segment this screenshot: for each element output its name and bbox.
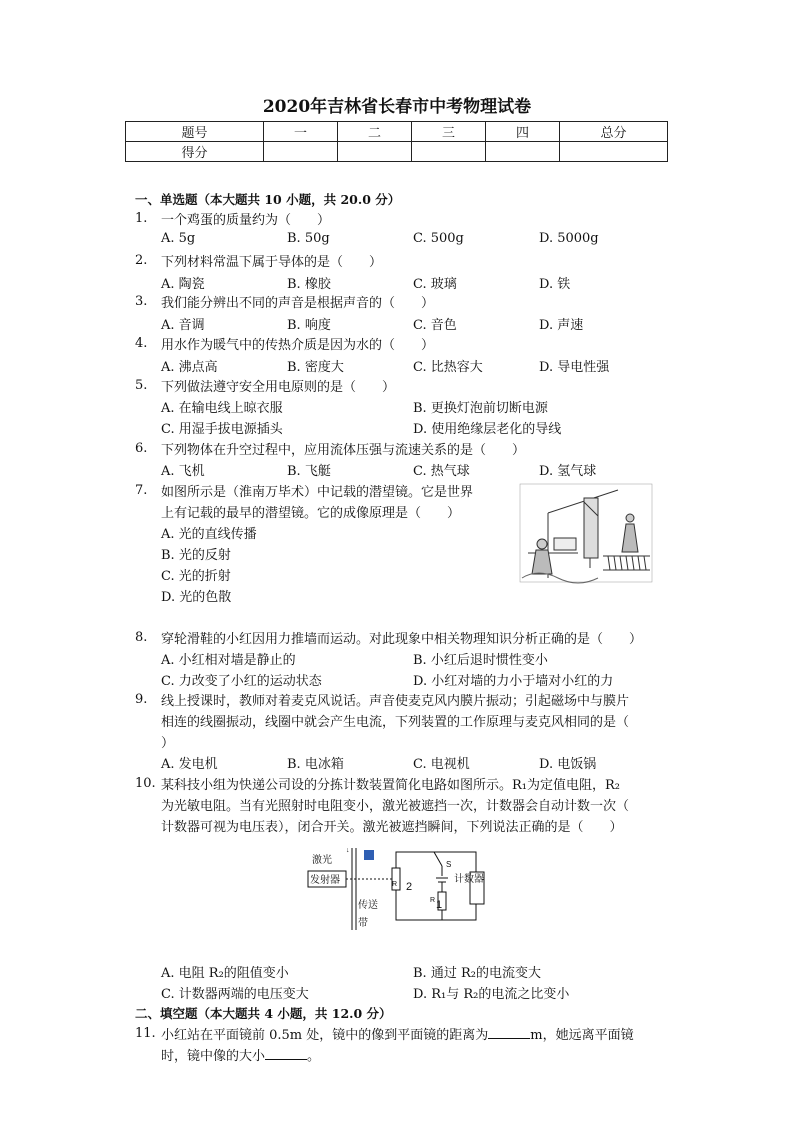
option-c[interactable]: C. 比热容大 — [413, 360, 483, 375]
score-header-cell: 题号 — [126, 122, 264, 142]
section-heading-single-choice: 一、单选题（本大题共 10 小题，共 20.0 分） — [135, 192, 401, 207]
switch-label: S — [446, 860, 452, 869]
r1-label: R — [430, 897, 436, 904]
option-d[interactable]: D. 铁 — [539, 277, 571, 292]
option-b[interactable]: B. 通过 R₂的电流变大 — [413, 966, 541, 981]
page-title: 2020年吉林省长春市中考物理试卷 — [262, 97, 532, 117]
option-d[interactable]: D. 导电性强 — [539, 360, 610, 375]
belt-label-2: 带 — [358, 918, 368, 929]
option-d[interactable]: D. 电饭锅 — [539, 757, 597, 772]
question-number: 9. — [135, 692, 148, 707]
option-a[interactable]: A. 光的直线传播 — [161, 527, 257, 542]
emitter-label: 发射器 — [310, 875, 340, 886]
question-text: 一个鸡蛋的质量约为（ ） — [161, 213, 331, 228]
option-c[interactable]: C. 电视机 — [413, 757, 470, 772]
question-text-part: m，她远离平面镜 — [530, 1028, 634, 1043]
option-b[interactable]: B. 50g — [287, 231, 330, 246]
score-cell[interactable] — [412, 142, 486, 162]
option-c[interactable]: C. 500g — [413, 231, 464, 246]
score-header-cell: 二 — [338, 122, 412, 142]
question-text — [161, 1045, 320, 1064]
option-c[interactable]: C. 光的折射 — [161, 569, 231, 584]
question-number: 7. — [135, 483, 148, 498]
option-b[interactable]: B. 小红后退时惯性变小 — [413, 653, 548, 668]
question-number: 5. — [135, 378, 148, 393]
package-block — [364, 850, 374, 860]
question-number: 8. — [135, 630, 148, 645]
periscope-illustration — [518, 478, 654, 586]
option-c[interactable]: C. 力改变了小红的运动状态 — [161, 674, 322, 689]
option-c[interactable]: C. 热气球 — [413, 464, 470, 479]
question-text-part: 。 — [307, 1049, 321, 1064]
score-table-score-row — [126, 142, 668, 162]
counter-circuit-diagram — [306, 842, 502, 934]
laser-label: 激光 — [312, 855, 332, 866]
option-a[interactable]: A. 5g — [161, 231, 196, 246]
option-b[interactable]: B. 密度大 — [287, 360, 344, 375]
question-text: 下列材料常温下属于导体的是（ ） — [161, 255, 383, 270]
option-d[interactable]: D. 氢气球 — [539, 464, 597, 479]
question-number: 3. — [135, 294, 148, 309]
option-a[interactable]: A. 音调 — [161, 318, 205, 333]
question-text: ） — [161, 736, 175, 751]
score-table — [125, 121, 668, 162]
option-d[interactable]: D. 小红对墙的力小于墙对小红的力 — [413, 674, 614, 689]
score-cell[interactable] — [560, 142, 668, 162]
r1-subscript: 1 — [436, 899, 443, 911]
option-b[interactable]: B. 光的反射 — [161, 548, 231, 563]
score-table-header-row — [126, 122, 668, 142]
option-d[interactable]: D. 光的色散 — [161, 590, 232, 605]
option-c[interactable]: C. 玻璃 — [413, 277, 457, 292]
option-d[interactable]: D. 声速 — [539, 318, 584, 333]
arrow-icon: ↓ — [346, 847, 350, 854]
option-a[interactable]: A. 发电机 — [161, 757, 218, 772]
question-text — [161, 1024, 634, 1043]
option-c[interactable]: C. 用湿手拔电源插头 — [161, 422, 283, 437]
answer-blank[interactable] — [488, 1026, 530, 1039]
question-text-part: 小红站在平面镜前 0.5m 处，镜中的像到平面镜的距离为 — [161, 1028, 489, 1043]
question-text: 我们能分辨出不同的声音是根据声音的（ ） — [161, 296, 435, 311]
belt-label-1: 传送 — [358, 900, 378, 911]
option-a[interactable]: A. 陶瓷 — [161, 277, 205, 292]
question-text: 上有记载的最早的潜望镜。它的成像原理是（ ） — [161, 506, 461, 521]
option-c[interactable]: C. 音色 — [413, 318, 457, 333]
score-header-cell: 一 — [264, 122, 338, 142]
option-a[interactable]: A. 飞机 — [161, 464, 205, 479]
section-heading-fill-blank: 二、填空题（本大题共 4 小题，共 12.0 分） — [135, 1006, 392, 1021]
answer-blank[interactable] — [265, 1047, 307, 1060]
question-text-part: 时，镜中像的大小 — [161, 1049, 266, 1064]
option-d[interactable]: D. 使用绝缘层老化的导线 — [413, 422, 562, 437]
score-header-cell: 三 — [412, 122, 486, 142]
option-a[interactable]: A. 电阻 R₂的阻值变小 — [161, 966, 289, 981]
option-a[interactable]: A. 沸点高 — [161, 360, 218, 375]
question-text: 某科技小组为快递公司设的分拣计数装置简化电路如图所示。R₁为定值电阻，R₂ — [161, 778, 620, 793]
question-number: 6. — [135, 441, 148, 456]
score-cell[interactable] — [338, 142, 412, 162]
question-text: 用水作为暖气中的传热介质是因为水的（ ） — [161, 338, 435, 353]
question-number: 10. — [135, 776, 156, 791]
question-text: 下列物体在升空过程中，应用流体压强与流速关系的是（ ） — [161, 443, 526, 458]
question-text: 计数器可视为电压表），闭合开关。激光被遮挡瞬间，下列说法正确的是（ ） — [161, 820, 623, 835]
option-b[interactable]: B. 飞艇 — [287, 464, 331, 479]
option-c[interactable]: C. 计数器两端的电压变大 — [161, 987, 309, 1002]
r2-label: R — [392, 881, 398, 888]
counter-label: 计数器 — [454, 874, 484, 885]
option-a[interactable]: A. 在输电线上晾衣服 — [161, 401, 283, 416]
question-text: 线上授课时，教师对着麦克风说话。声音使麦克风内膜片振动；引起磁场中与膜片 — [161, 694, 630, 709]
option-d[interactable]: D. 5000g — [539, 231, 599, 246]
score-row-label: 得分 — [126, 142, 264, 162]
score-header-cell: 四 — [486, 122, 560, 142]
option-b[interactable]: B. 更换灯泡前切断电源 — [413, 401, 548, 416]
option-b[interactable]: B. 响度 — [287, 318, 331, 333]
question-number: 4. — [135, 336, 148, 351]
question-text: 如图所示是（淮南万毕术）中记载的潜望镜。它是世界 — [161, 485, 474, 500]
question-text: 为光敏电阻。当有光照射时电阻变小，激光被遮挡一次，计数器会自动计数一次（ — [161, 799, 630, 814]
question-text: 下列做法遵守安全用电原则的是（ ） — [161, 380, 396, 395]
question-text: 穿轮滑鞋的小红因用力推墙而运动。对此现象中相关物理知识分析正确的是（ ） — [161, 632, 643, 647]
question-number: 2. — [135, 253, 148, 268]
r2-subscript: 2 — [406, 881, 413, 893]
option-a[interactable]: A. 小红相对墙是静止的 — [161, 653, 296, 668]
score-cell[interactable] — [486, 142, 560, 162]
option-b[interactable]: B. 橡胶 — [287, 277, 331, 292]
option-d[interactable]: D. R₁与 R₂的电流之比变小 — [413, 987, 570, 1002]
question-number: 11. — [135, 1026, 156, 1041]
score-cell[interactable] — [264, 142, 338, 162]
question-text: 相连的线圈振动，线圈中就会产生电流，下列装置的工作原理与麦克风相同的是（ — [161, 715, 630, 730]
option-b[interactable]: B. 电冰箱 — [287, 757, 344, 772]
question-number: 1. — [135, 211, 148, 226]
score-header-cell: 总分 — [560, 122, 668, 142]
